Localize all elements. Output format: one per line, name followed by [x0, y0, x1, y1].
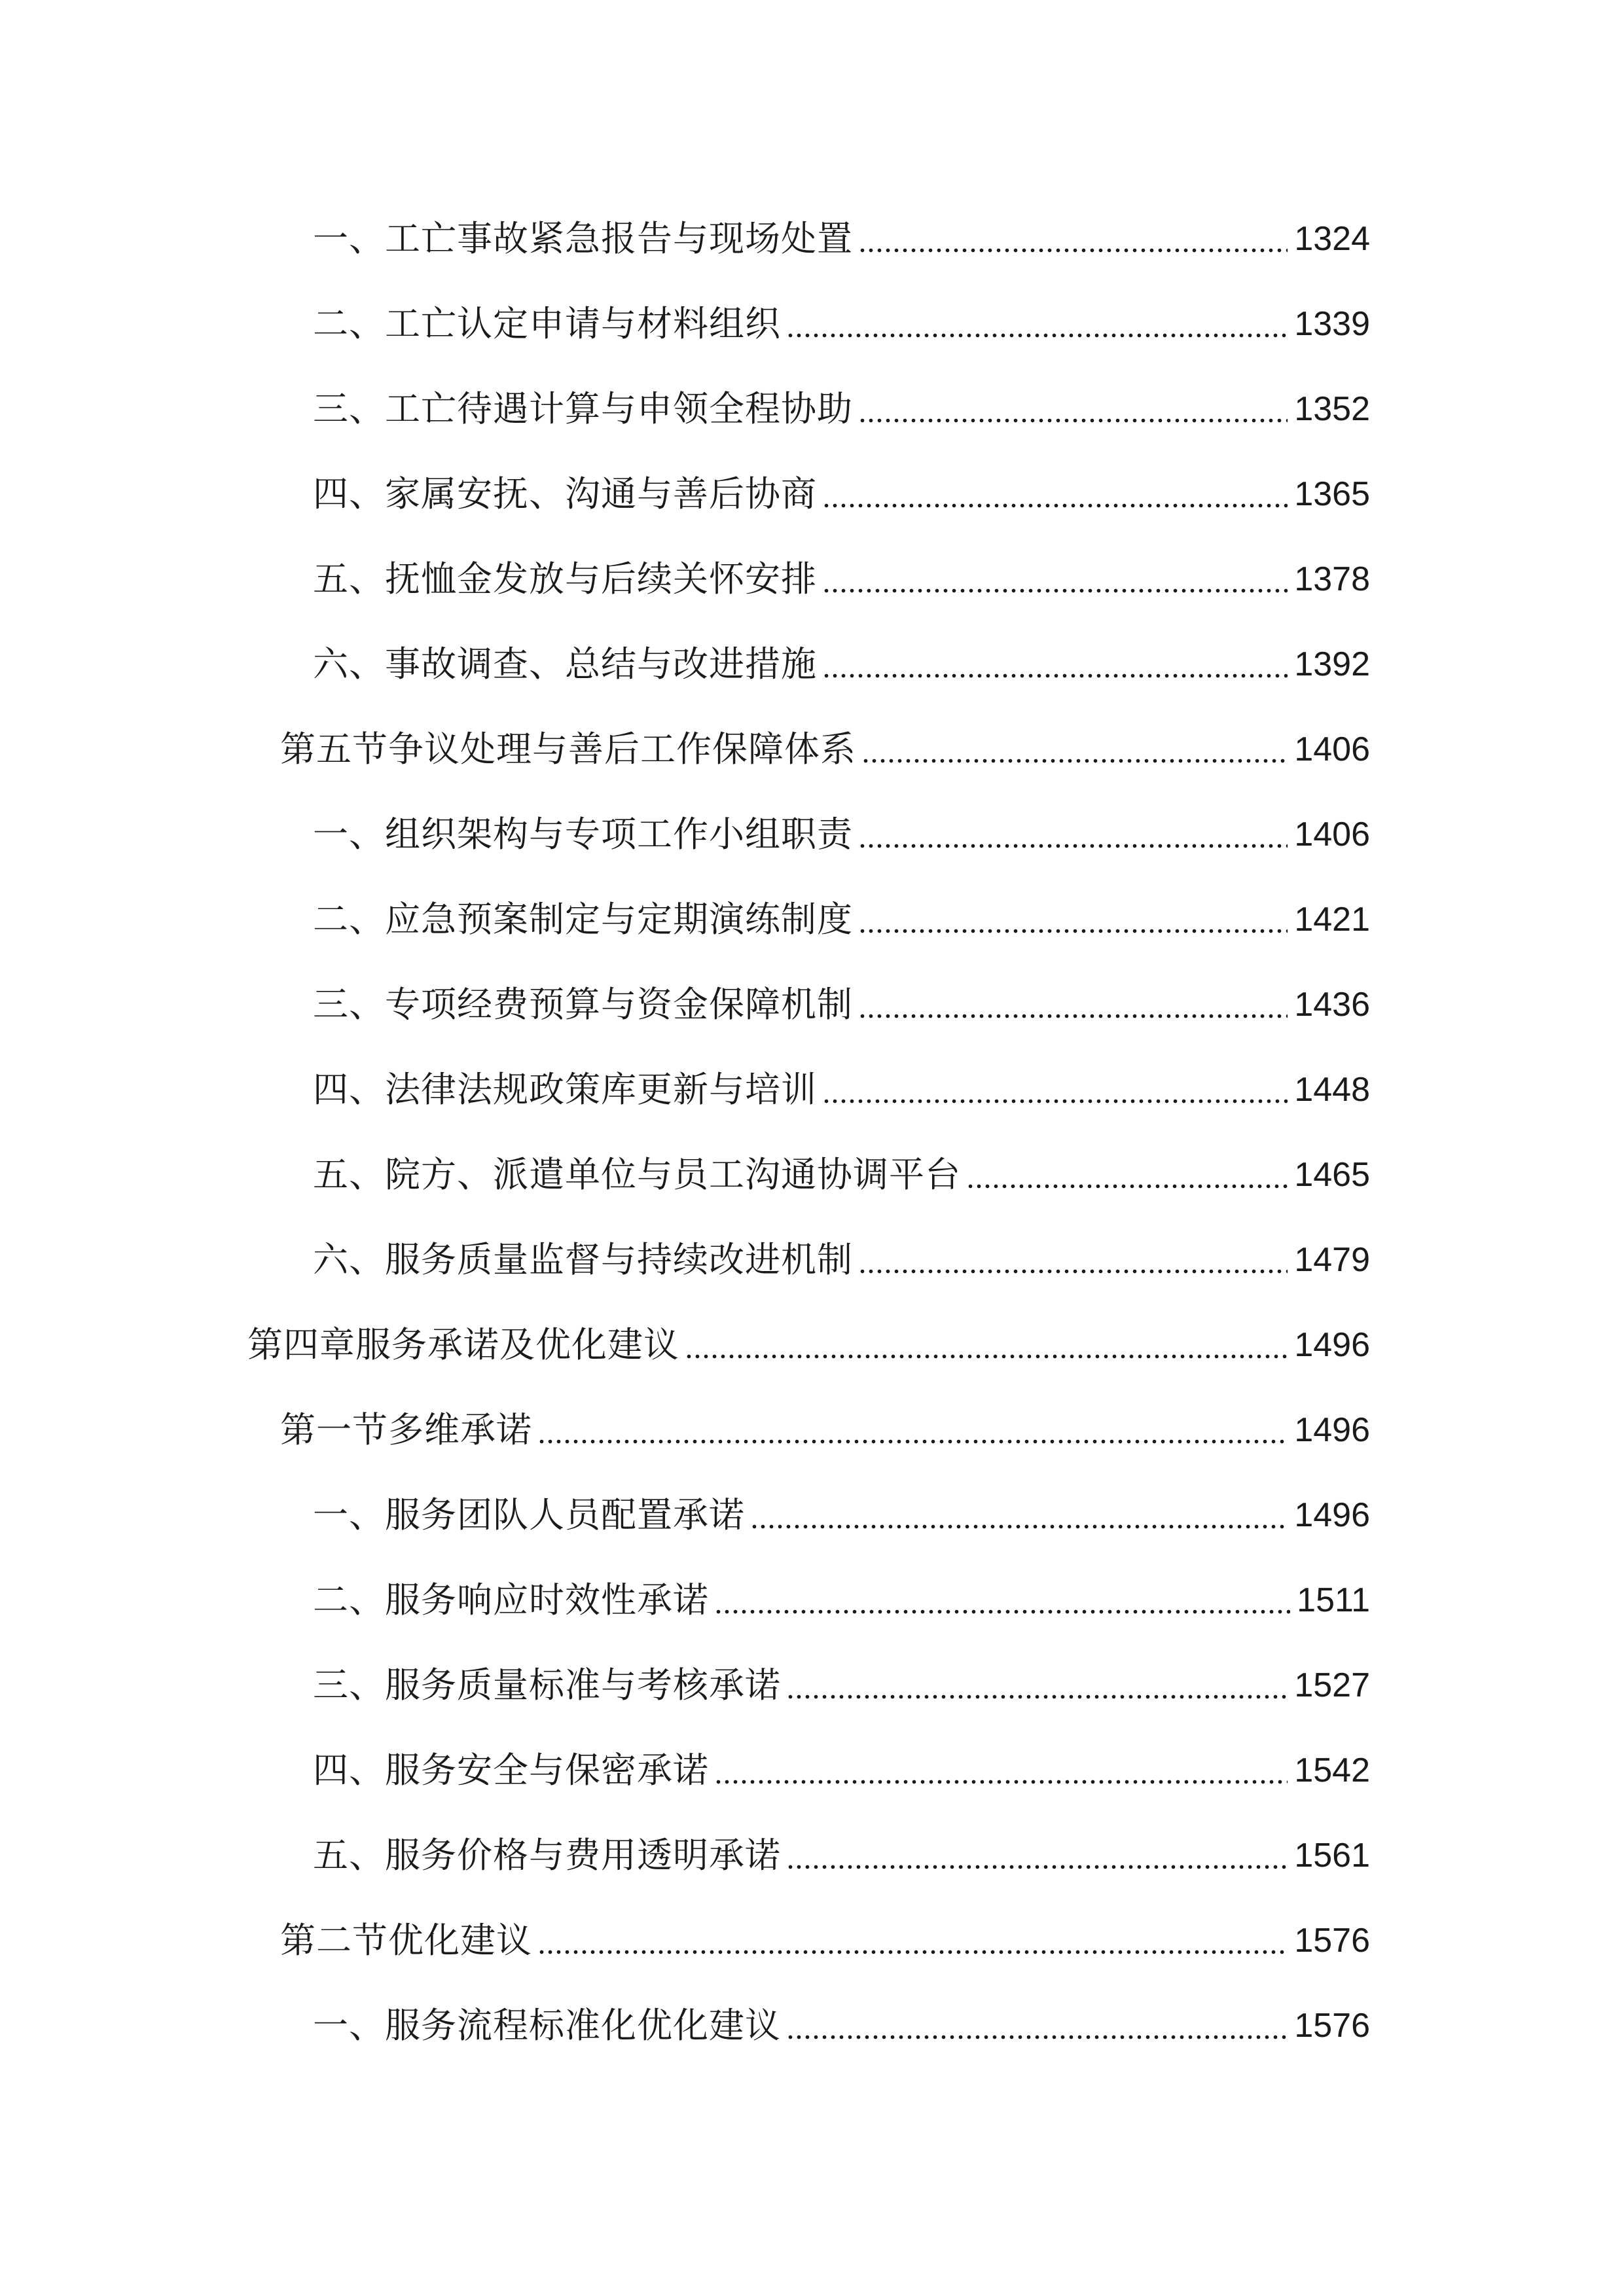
toc-entry-title: 五、抚恤金发放与后续关怀安排 — [313, 558, 817, 600]
toc-entry[interactable] — [313, 1659, 1370, 1712]
toc-dot-leader — [858, 1234, 1288, 1286]
toc-dot-leader — [966, 1149, 1288, 1201]
toc-entry-page-number: 1511 — [1297, 1581, 1370, 1619]
toc-entry[interactable] — [313, 553, 1370, 605]
toc-entry[interactable] — [313, 978, 1370, 1031]
toc-entry-page-number: 1324 — [1294, 220, 1370, 258]
toc-entry[interactable] — [247, 1319, 1370, 1371]
toc-dot-leader — [537, 1404, 1288, 1456]
toc-entry-title: 二、应急预案制定与定期演练制度 — [313, 899, 853, 940]
toc-entry-title: 第一节多维承诺 — [280, 1409, 532, 1450]
toc-dot-leader — [858, 213, 1288, 265]
toc-dot-leader — [858, 383, 1288, 435]
toc-entry-page-number: 1421 — [1294, 901, 1370, 939]
toc-entry-page-number: 1436 — [1294, 986, 1370, 1024]
toc-dot-leader — [858, 808, 1288, 861]
toc-dot-leader — [822, 1064, 1288, 1116]
toc-dot-leader — [822, 553, 1288, 605]
toc-entry[interactable] — [313, 1744, 1370, 1797]
toc-dot-leader — [786, 1829, 1288, 1882]
toc-dot-leader — [750, 1489, 1288, 1541]
toc-entry[interactable] — [313, 1489, 1370, 1541]
toc-entry-page-number: 1448 — [1294, 1071, 1370, 1109]
toc-dot-leader — [786, 1659, 1288, 1712]
toc-entry-page-number: 1527 — [1294, 1666, 1370, 1704]
toc-entry-title: 四、家属安抚、沟通与善后协商 — [313, 473, 817, 514]
toc-entry[interactable] — [313, 808, 1370, 861]
toc-entry[interactable] — [313, 383, 1370, 435]
toc-dot-leader — [786, 298, 1288, 350]
toc-entry[interactable] — [313, 1064, 1370, 1116]
toc-entry[interactable] — [280, 1404, 1370, 1456]
toc-entry-title: 六、服务质量监督与持续改进机制 — [313, 1239, 853, 1280]
toc-entry-page-number: 1542 — [1294, 1751, 1370, 1789]
toc-dot-leader — [786, 2000, 1288, 2052]
toc-entry-title: 一、组织架构与专项工作小组职责 — [313, 814, 853, 855]
toc-dot-leader — [714, 1574, 1290, 1626]
toc-entry-page-number: 1496 — [1294, 1496, 1370, 1534]
toc-entry[interactable] — [313, 1574, 1370, 1626]
toc-entry-title: 四、服务安全与保密承诺 — [313, 1749, 709, 1791]
toc-entry-page-number: 1406 — [1294, 816, 1370, 853]
toc-entry[interactable] — [280, 723, 1370, 776]
toc-entry[interactable] — [313, 2000, 1370, 2052]
toc-entry-page-number: 1392 — [1294, 645, 1370, 683]
toc-entry[interactable] — [313, 893, 1370, 946]
toc-entry-title: 四、法律法规政策库更新与培训 — [313, 1069, 817, 1110]
toc-entry-title: 三、工亡待遇计算与申领全程协助 — [313, 388, 853, 429]
toc-dot-leader — [861, 723, 1288, 776]
toc-dot-leader — [858, 978, 1288, 1031]
toc-entry[interactable] — [280, 1914, 1370, 1967]
toc-entry-title: 二、服务响应时效性承诺 — [313, 1579, 709, 1621]
toc-entry-title: 第五节争议处理与善后工作保障体系 — [280, 728, 856, 770]
toc-entry[interactable] — [313, 298, 1370, 350]
toc-entry-title: 三、专项经费预算与资金保障机制 — [313, 984, 853, 1025]
toc-entry-title: 第四章服务承诺及优化建议 — [247, 1324, 679, 1365]
toc-entry-page-number: 1378 — [1294, 560, 1370, 598]
toc-entry[interactable] — [313, 1234, 1370, 1286]
toc-entry-page-number: 1339 — [1294, 305, 1370, 343]
toc-entry-page-number: 1561 — [1294, 1837, 1370, 1874]
toc-dot-leader — [822, 468, 1288, 520]
toc-entry[interactable] — [313, 468, 1370, 520]
toc-entry-title: 五、院方、派遣单位与员工沟通协调平台 — [313, 1154, 961, 1195]
toc-entry-title: 五、服务价格与费用透明承诺 — [313, 1835, 781, 1876]
toc-dot-leader — [822, 638, 1288, 691]
toc-entry-page-number: 1576 — [1294, 2007, 1370, 2045]
toc-entry[interactable] — [313, 1149, 1370, 1201]
toc-entry-page-number: 1365 — [1294, 475, 1370, 513]
toc-dot-leader — [714, 1744, 1288, 1797]
toc-entry-title: 一、服务团队人员配置承诺 — [313, 1494, 745, 1535]
toc-entry[interactable] — [313, 1829, 1370, 1882]
toc-entry-title: 六、事故调查、总结与改进措施 — [313, 643, 817, 685]
toc-entry-page-number: 1406 — [1294, 730, 1370, 768]
toc-entry-title: 一、工亡事故紧急报告与现场处置 — [313, 218, 853, 259]
toc-entry[interactable] — [313, 638, 1370, 691]
toc-entry[interactable] — [313, 213, 1370, 265]
toc-entry-page-number: 1479 — [1294, 1241, 1370, 1279]
toc-dot-leader — [685, 1319, 1288, 1371]
toc-entry-title: 三、服务质量标准与考核承诺 — [313, 1664, 781, 1706]
toc-entry-page-number: 1496 — [1294, 1326, 1370, 1364]
toc-entry-title: 第二节优化建议 — [280, 1920, 532, 1961]
toc-entry-page-number: 1496 — [1294, 1411, 1370, 1449]
toc-entry-page-number: 1352 — [1294, 390, 1370, 428]
toc-entry-title: 二、工亡认定申请与材料组织 — [313, 303, 781, 344]
toc-entry-page-number: 1576 — [1294, 1922, 1370, 1960]
toc-entry-page-number: 1465 — [1294, 1156, 1370, 1194]
toc-dot-leader — [858, 893, 1288, 946]
toc-entry-title: 一、服务流程标准化优化建议 — [313, 2005, 781, 2046]
toc-dot-leader — [537, 1914, 1288, 1967]
